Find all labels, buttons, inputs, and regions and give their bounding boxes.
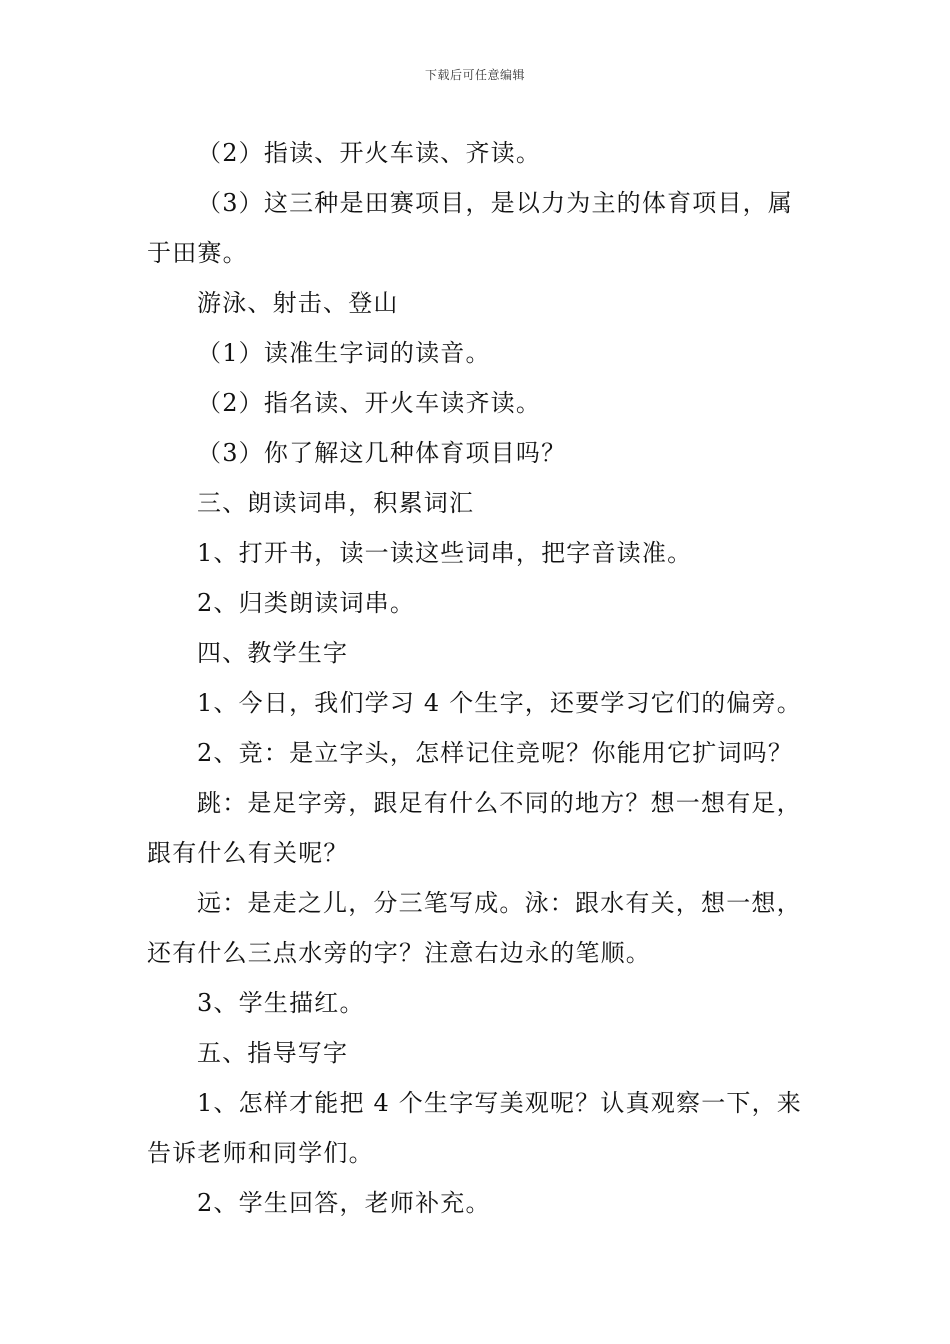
paragraph: 2、归类朗读词串。 [197,589,416,617]
paragraph: （3）这三种是田赛项目，是以力为主的体育项目，属于田赛。 [147,189,794,267]
section-heading: 五、指导写字 [197,1039,349,1067]
paragraph: （2）指名读、开火车读齐读。 [197,389,542,417]
paragraph: 1、今日，我们学习 4 个生字，还要学习它们的偏旁。 [197,689,802,717]
paragraph: 1、打开书，读一读这些词串，把字音读准。 [197,539,693,567]
section-heading: 三、朗读词串，积累词汇 [197,489,475,517]
paragraph: 2、竞：是立字头，怎样记住竞呢？你能用它扩词吗？ [197,739,794,767]
paragraph: 游泳、射击、登山 [197,289,399,317]
section-heading: 四、教学生字 [197,639,349,667]
paragraph: 跳：是足字旁，跟足有什么不同的地方？想一想有足，跟有什么有关呢？ [147,789,802,867]
paragraph: 3、学生描红。 [197,989,365,1017]
document-body [147,128,817,1228]
page-header: 下载后可任意编辑 [424,68,525,82]
paragraph: 2、学生回答，老师补充。 [197,1189,491,1217]
paragraph: 远：是走之儿，分三笔写成。泳：跟水有关，想一想，还有什么三点水旁的字？注意右边永的笔顺。 [147,889,802,967]
paragraph: （1）读准生字词的读音。 [197,339,491,367]
paragraph: （2）指读、开火车读、齐读。 [197,139,542,167]
paragraph: 1、怎样才能把 4 个生字写美观呢？认真观察一下，来告诉老师和同学们。 [147,1089,802,1167]
paragraph: （3）你了解这几种体育项目吗？ [197,439,567,467]
